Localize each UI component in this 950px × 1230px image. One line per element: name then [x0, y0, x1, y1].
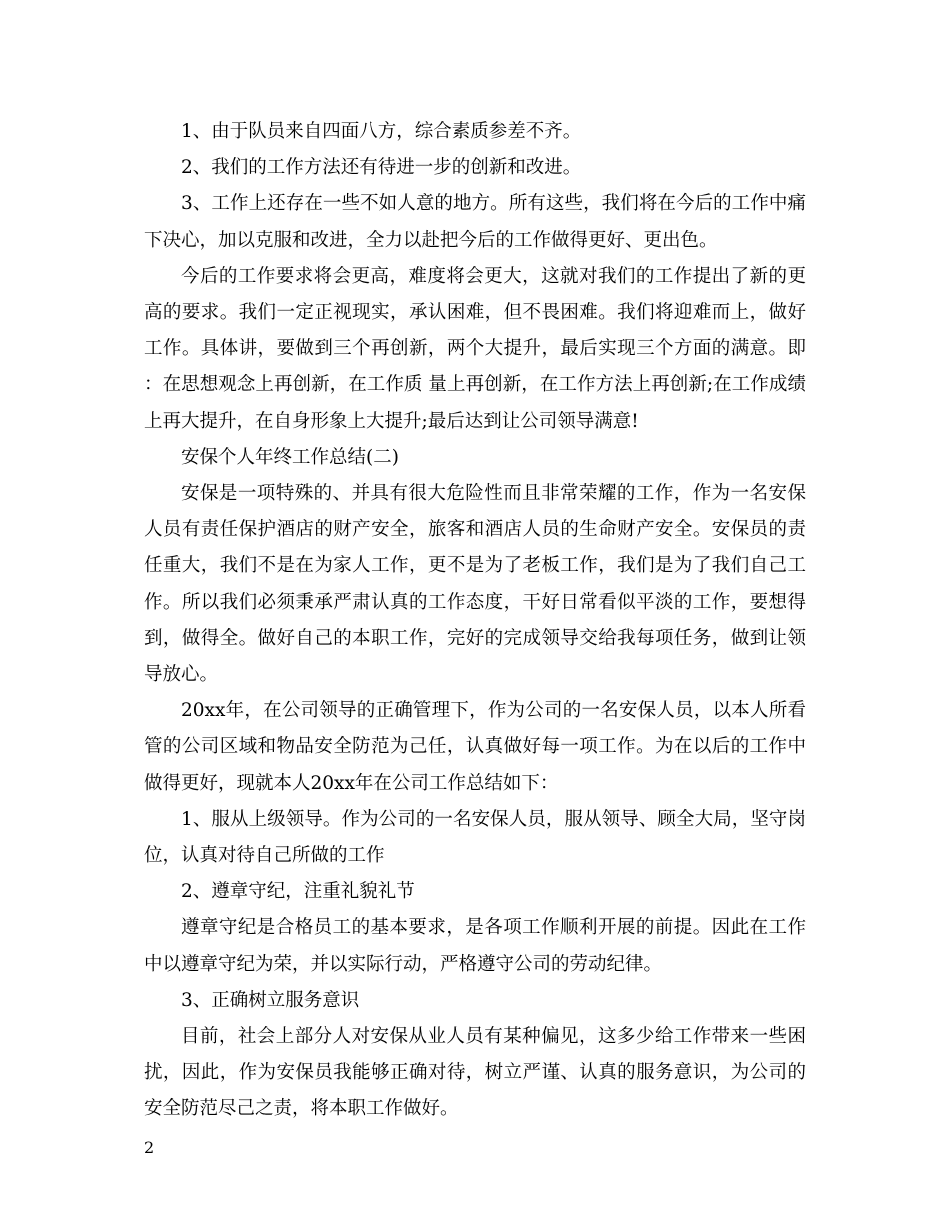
page-number: 2	[144, 1138, 155, 1157]
paragraph: 1、服从上级领导。作为公司的一名安保人员，服从领导、顾全大局，坚守岗位，认真对待自己所做的工作	[144, 808, 806, 867]
paragraph: 2、遵章守纪，注重礼貌礼节	[181, 881, 415, 903]
paragraph: 3、正确树立服务意识	[181, 989, 360, 1011]
paragraph: 20xx年，在公司领导的正确管理下，作为公司的一名安保人员，以本人所看管的公司区域和物品安全防范为己任，认真做好每一项工作。为在以后的工作中做得更好，现就本人20xx年在公司工作总结如下：	[144, 700, 806, 794]
paragraph: 遵章守纪是合格员工的基本要求，是各项工作顺利开展的前提。因此在工作中以遵章守纪为荣，并以实际行动，严格遵守公司的劳动纪律。	[144, 917, 806, 975]
paragraph: 目前，社会上部分人对安保从业人员有某种偏见，这多少给工作带来一些困扰，因此，作为安保员我能够正确对待，树立严谨、认真的服务意识，为公司的安全防范尽己之责，将本职工作做好。	[144, 1026, 806, 1120]
paragraph: 1、由于队员来自四面八方，综合素质参差不齐。	[181, 121, 582, 142]
section-heading: 安保个人年终工作总结(二)	[181, 446, 399, 468]
body-text	[144, 114, 806, 1128]
paragraph: 今后的工作要求将会更高，难度将会更大，这就对我们的工作提出了新的更高的要求。我们一定正视现实，承认困难，但不畏困难。我们将迎难而上，做好工作。具体讲，要做到三个再创新，两个大提升，最后实现三个方面的满意。即：在思想观念上再创新，在工作质 量上再创新，在工作方法上再创新;在工作成绩上再大提升，在自身形象上大提升;最后达到让公司领导满意!	[144, 265, 806, 432]
paragraph: 2、我们的工作方法还有待进一步的创新和改进。	[181, 157, 582, 179]
paragraph: 3、工作上还存在一些不如人意的地方。所有这些，我们将在今后的工作中痛下决心，加以克服和改进，全力以赴把今后的工作做得更好、更出色。	[144, 193, 806, 251]
paragraph: 安保是一项特殊的、并具有很大危险性而且非常荣耀的工作，作为一名安保人员有责任保护酒店的财产安全，旅客和酒店人员的生命财产安全。安保员的责任重大，我们不是在为家人工作，更不是为了老板工作，我们是为了我们自己工作。所以我们必须秉承严肃认真的工作态度，干好日常看似平淡的工作，要想得到，做得全。做好自己的本职工作，完好的完成领导交给我每项任务，做到让领导放心。	[144, 483, 806, 686]
